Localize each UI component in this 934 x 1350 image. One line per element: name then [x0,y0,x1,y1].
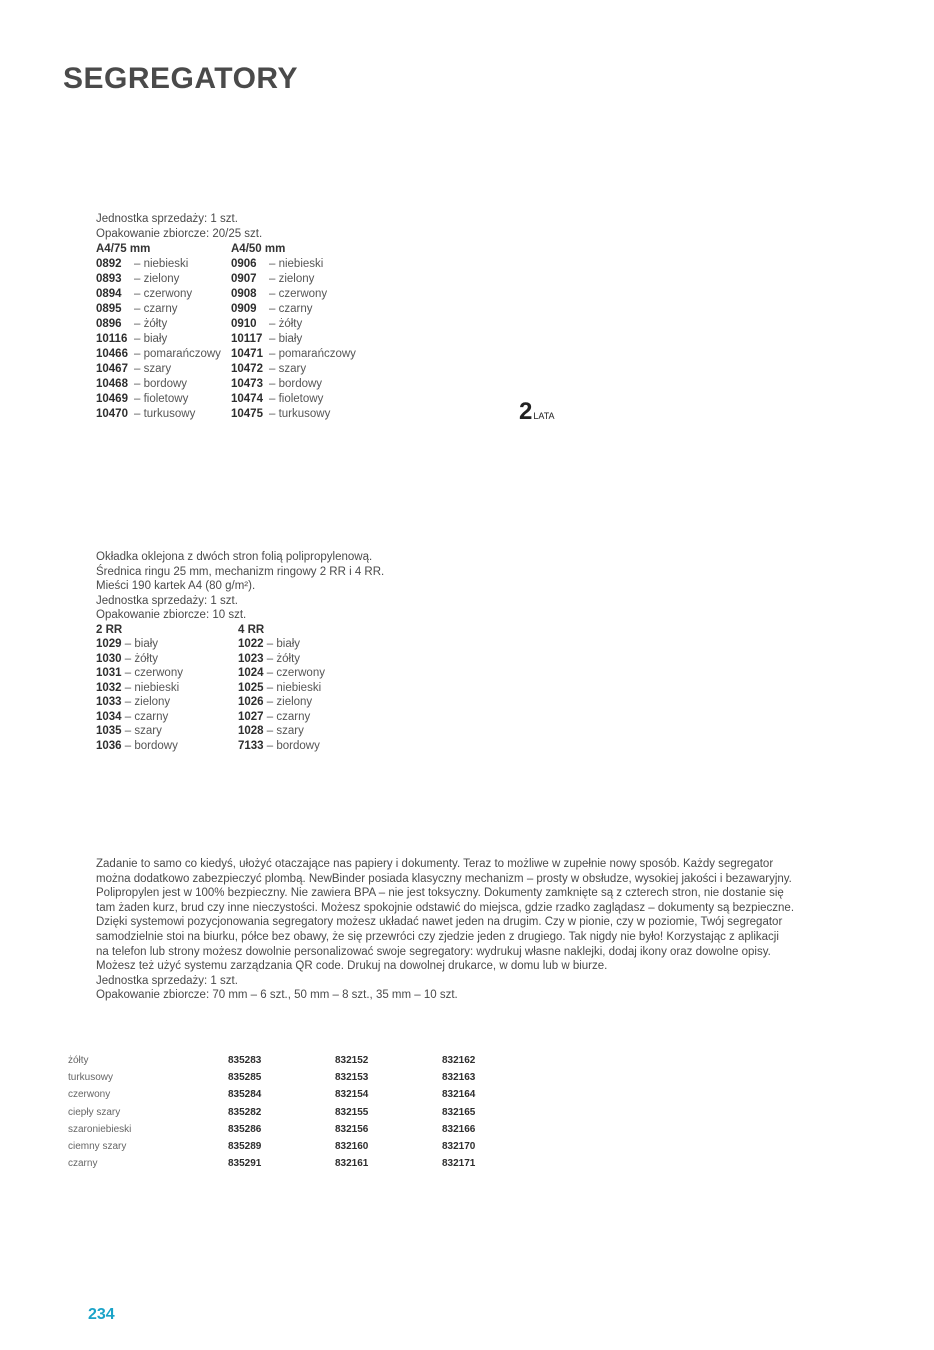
product-desc: – pomarańczowy [134,348,221,360]
list-item [238,739,378,754]
list-item [96,347,231,362]
section1-col-a [96,242,231,422]
product-code: 10117 [231,333,263,345]
table-row [68,1155,549,1172]
product-code: 10473 [231,378,263,390]
product-desc: – niebieski [269,258,324,270]
product-code: 1035 [96,725,122,737]
list-item [96,272,231,287]
section1-info: Jednostka sprzedaży: 1 szt. [96,213,238,225]
description-line: samodzielnie stoi na biurku, półce bez obawy, że się przewróci czy zjedzie jeden z drugiego. Tak nigdy nie było! Korzystając z aplikacji [96,930,779,943]
product-desc: – czarny [124,710,169,723]
list-item [96,652,238,667]
list-item [96,287,231,302]
product-desc: – szary [134,363,172,375]
color-cell: szaroniebieski [68,1123,132,1135]
list-item [96,407,231,422]
warranty-badge [519,398,555,426]
list-item [238,652,378,667]
list-item [238,695,378,710]
section2-col-a [96,623,238,754]
product-code: 0893 [96,273,122,285]
page-title: SEGREGATORY [63,62,298,95]
list-item [96,637,238,652]
section2-info: Jednostka sprzedaży: 1 szt. [96,594,238,607]
list-item [96,739,238,754]
product-desc: – czarny [134,303,178,315]
section2-block [96,550,384,753]
code-cell: 832154 [335,1089,369,1101]
list-item [96,257,231,272]
list-item [238,724,378,739]
section2-columns [96,623,384,754]
product-code: 0910 [231,318,257,330]
list-item [231,407,371,422]
list-item [231,347,371,362]
product-desc: – bordowy [124,739,178,752]
list-item [231,287,371,302]
product-code: 1026 [238,696,264,708]
product-code: 1032 [96,681,122,694]
section2-info: Mieści 190 kartek A4 (80 g/m²). [96,580,256,592]
code-cell: 832162 [442,1055,476,1067]
code-cell: 832166 [442,1123,476,1135]
description-line: na telefon lub strony możesz dowolnie personalizować swoje segregatory: wydrukuj własne naklejki, dodaj ikony oraz dowolne opisy. [96,945,771,958]
code-cell: 832165 [442,1106,476,1118]
section2-info: Średnica ringu 25 mm, mechanizm ringowy 2 RR i 4 RR. [96,565,385,578]
product-code: 10116 [96,333,128,345]
color-cell: żółty [68,1055,89,1067]
section2-col-b [238,623,378,754]
product-desc: – czarny [266,710,311,723]
product-desc: – niebieski [124,681,180,694]
product-code: 10466 [96,348,128,360]
product-desc: – szary [269,363,307,375]
list-item [96,332,231,347]
product-code: 0907 [231,273,257,285]
product-desc: – zielony [134,273,180,285]
product-desc: – czerwony [134,288,193,300]
section1-info: Opakowanie zbiorcze: 20/25 szt. [96,228,263,240]
description-line: można dodatkowo zabezpieczyć plombą. NewBinder posiada klasyczny mechanizm – prosty w obsłudze, wysokiej jakości i bezawaryjny. [96,872,792,885]
product-desc: – biały [124,638,159,650]
color-cell: turkusowy [68,1072,114,1084]
section1-col-a-header: A4/75 mm [96,243,151,255]
product-desc: – fioletowy [134,393,189,405]
product-desc: – zielony [266,696,313,708]
color-cell: ciemny szary [68,1141,127,1153]
product-desc: – pomarańczowy [269,348,356,360]
list-item [96,362,231,377]
product-desc: – czarny [269,303,313,315]
product-desc: – bordowy [134,378,188,390]
code-cell: 835284 [228,1089,262,1101]
description-line: Dzięki systemowi pozycjonowania segregatory możesz układać nawet jeden na drugim. Czy w pionie, czy w poziomie, Twój segregator [96,916,783,929]
product-desc: – bordowy [266,739,320,752]
product-code: 10471 [231,348,263,360]
description-line: Zadanie to samo co kiedyś, ułożyć otaczające nas papiery i dokumenty. Teraz to możliwe w zupełnie nowy sposób. Każdy segregator [96,858,774,870]
code-cell: 832155 [335,1106,369,1118]
product-code: 1023 [238,652,264,665]
table-row [68,1052,549,1069]
code-cell: 835282 [228,1106,262,1118]
product-code: 1036 [96,739,122,752]
table-row [68,1069,549,1086]
product-code: 7133 [238,739,264,752]
table-row [68,1086,549,1103]
product-desc: – turkusowy [269,408,331,420]
list-item [231,272,371,287]
product-code: 1031 [96,667,122,679]
section2-info: Okładka oklejona z dwóch stron folią polipropylenową. [96,551,373,563]
list-item [231,332,371,347]
code-cell: 832152 [335,1055,369,1067]
product-code: 1024 [238,667,264,679]
product-code: 10472 [231,363,263,375]
product-code: 1027 [238,710,264,723]
product-code: 10474 [231,393,263,405]
product-desc: – szary [124,725,162,737]
color-cell: czerwony [68,1089,111,1101]
description-line: Jednostka sprzedaży: 1 szt. [96,974,238,987]
section2-col-b-header: 4 RR [238,623,265,636]
code-cell: 832163 [442,1072,476,1084]
list-item [231,302,371,317]
section2-col-a-header: 2 RR [96,623,123,636]
code-cell: 835283 [228,1055,262,1067]
code-cell: 832170 [442,1141,476,1153]
product-desc: – biały [134,333,168,345]
product-code: 1029 [96,638,122,650]
code-cell: 835289 [228,1141,262,1153]
product-desc: – czerwony [266,667,325,679]
product-code: 0894 [96,288,122,300]
list-item [231,377,371,392]
product-code: 0892 [96,258,122,270]
product-code: 1033 [96,696,122,708]
product-desc: – fioletowy [269,393,324,405]
product-code: 1028 [238,725,264,737]
product-desc: – szary [266,725,304,737]
product-code: 1034 [96,710,122,723]
page-number: 234 [88,1306,115,1323]
code-cell: 832171 [442,1158,476,1170]
product-code: 0895 [96,303,122,315]
code-cell: 832153 [335,1072,369,1084]
list-item [238,681,378,696]
table-row [68,1104,549,1121]
product-code-table [68,1052,549,1172]
code-cell: 835285 [228,1072,262,1084]
section1-columns [96,242,371,422]
product-code: 1030 [96,652,122,665]
product-desc: – niebieski [134,258,189,270]
code-cell: 835291 [228,1158,262,1170]
product-desc: – turkusowy [134,408,196,420]
list-item [238,637,378,652]
code-cell: 832164 [442,1089,476,1101]
list-item [96,377,231,392]
table-row [68,1121,549,1138]
list-item [96,392,231,407]
product-code: 10467 [96,363,128,375]
list-item [238,666,378,681]
list-item [96,695,238,710]
code-cell: 832156 [335,1123,369,1135]
code-cell: 832161 [335,1158,369,1170]
list-item [96,317,231,332]
product-code: 0908 [231,288,257,300]
product-code: 10469 [96,393,128,405]
section1-block [96,212,371,422]
color-cell: ciepły szary [68,1106,121,1118]
description-line: tam żaden kurz, brud czy inne nieczystości. Możesz spokojnie odstawić do miejsca, gdzie rzadko zaglądasz – dokumenty są bezpieczne. [96,901,795,914]
list-item [231,362,371,377]
section3-description [96,857,796,1003]
warranty-number: 2 [519,398,533,425]
product-desc: – czerwony [269,288,328,300]
description-line: Możesz też użyć systemu zarządzania QR code. Drukuj na dowolnej drukarce, w domu lub w biurze. [96,960,608,973]
product-desc: – biały [266,638,301,650]
section2-info: Opakowanie zbiorcze: 10 szt. [96,609,247,621]
product-code: 0909 [231,303,257,315]
product-desc: – bordowy [269,378,323,390]
list-item [96,710,238,725]
list-item [96,666,238,681]
product-code: 10470 [96,408,128,420]
product-code: 0906 [231,258,257,270]
list-item [96,681,238,696]
warranty-label: LATA [533,411,555,421]
list-item [96,302,231,317]
product-code: 10475 [231,408,263,420]
description-line: Opakowanie zbiorcze: 70 mm – 6 szt., 50 mm – 8 szt., 35 mm – 10 szt. [96,989,458,1002]
section1-col-b [231,242,371,422]
product-desc: – zielony [269,273,315,285]
code-cell: 832160 [335,1141,369,1153]
product-desc: – zielony [124,696,171,708]
product-desc: – żółty [269,318,303,330]
product-code: 1025 [238,681,264,694]
code-cell: 835286 [228,1123,262,1135]
description-line: Polipropylen jest w 100% bezpieczny. Nie zawiera BPA – nie jest toksyczny. Dokumenty zamknięte są z czterech stron, nie dostanie się [96,887,784,900]
product-desc: – żółty [266,652,301,665]
product-desc: – niebieski [266,681,322,694]
product-code: 1022 [238,638,264,650]
product-desc: – żółty [134,318,168,330]
color-cell: czarny [68,1158,98,1170]
list-item [231,317,371,332]
list-item [231,392,371,407]
product-desc: – żółty [124,652,159,665]
product-desc: – biały [269,333,303,345]
product-desc: – czerwony [124,667,183,679]
list-item [238,710,378,725]
list-item [96,724,238,739]
product-code: 10468 [96,378,128,390]
table-row [68,1138,549,1155]
list-item [231,257,371,272]
product-code: 0896 [96,318,122,330]
section1-col-b-header: A4/50 mm [231,243,286,255]
